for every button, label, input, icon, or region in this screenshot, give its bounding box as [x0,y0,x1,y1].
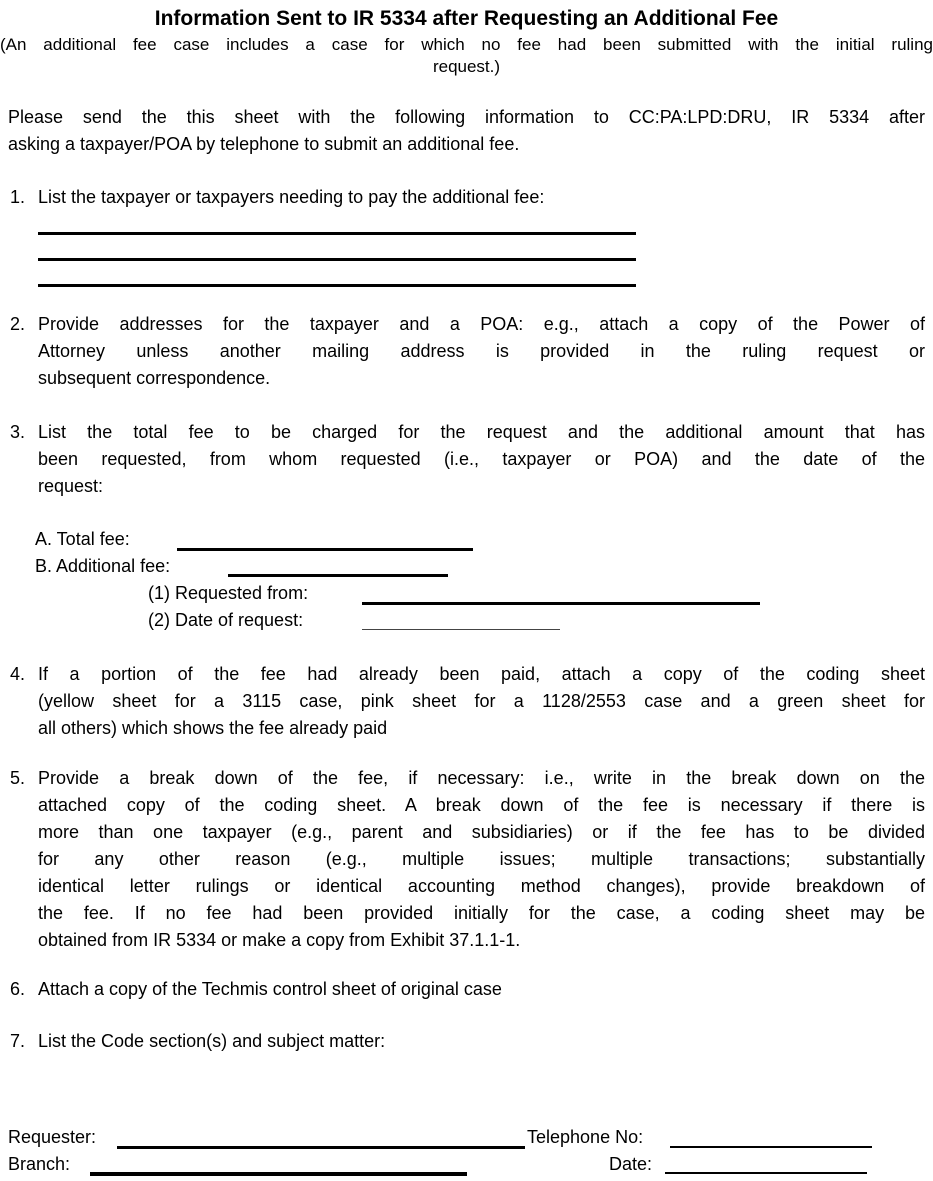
list-item-5 [0,765,933,954]
text-line: List the total fee to be charged for the request and the additional amount that has [38,422,925,442]
list-item-4 [0,661,933,742]
text-line: Provide a break down of the fee, if necessary: i.e., write in the break down on the [38,768,925,788]
additional-fee-blank [228,574,448,577]
text-line: obtained from IR 5334 or make a copy from Exhibit 37.1.1-1. [38,930,521,950]
item-number: 4. [10,664,26,684]
date-label: Date: [609,1154,653,1174]
item-number: 5. [10,768,26,788]
branch-label: Branch: [8,1154,71,1174]
text-line: Please send the this sheet with the following information to CC:PA:LPD:DRU, IR 5334 after [8,107,925,127]
text-line: (An additional fee case includes a case for which no fee had been submitted with the initial ruling [0,35,933,54]
date-blank [665,1172,867,1174]
item-text [38,765,925,954]
text-line: attached copy of the coding sheet. A break down of the fee is necessary if there is [38,795,925,815]
text-line: Provide addresses for the taxpayer and a POA: e.g., attach a copy of the Power of [38,314,925,334]
text-line: been requested, from whom requested (i.e., taxpayer or POA) and the date of the [38,449,925,469]
list-item-1 [0,184,933,211]
text-line: If a portion of the fee had already been paid, attach a copy of the coding sheet [38,664,925,684]
requester-label: Requester: [8,1127,97,1147]
requester-blank [117,1146,525,1149]
text-line: List the Code section(s) and subject matter: [38,1031,386,1051]
text-line: identical letter rulings or identical accounting method changes), provide breakdown of [38,876,925,896]
text-line: asking a taxpayer/POA by telephone to submit an additional fee. [8,134,520,154]
text-line: (yellow sheet for a 3115 case, pink sheet for a 1128/2553 case and a green sheet for [38,691,925,711]
item-number: 1. [10,187,26,207]
additional-fee-label: B. Additional fee: [35,556,171,576]
item-text [38,184,925,211]
page-subtitle [0,34,933,78]
taxpayer-blank-line-1 [38,209,636,235]
item-number: 2. [10,314,26,334]
taxpayer-blank-lines [38,209,636,287]
requested-from-label: (1) Requested from: [148,583,309,603]
text-line: request: [38,476,104,496]
item-text [38,661,925,742]
item-number: 3. [10,422,26,442]
taxpayer-blank-line-3 [38,261,636,287]
list-item-2 [0,311,933,392]
text-line: request.) [432,57,501,76]
text-line: more than one taxpayer (e.g., parent and subsidiaries) or if the fee has to be divided [38,822,925,842]
total-fee-label: A. Total fee: [35,529,130,549]
branch-blank [90,1172,467,1176]
text-line: for any other reason (e.g., multiple issues; multiple transactions; substantially [38,849,925,869]
text-line: all others) which shows the fee already paid [38,718,388,738]
text-line: Attach a copy of the Techmis control sheet of original case [38,979,502,999]
list-item-3 [0,419,933,500]
text-line: Attorney unless another mailing address is provided in the ruling request or [38,341,925,361]
item-number: 7. [10,1031,26,1051]
total-fee-blank [177,548,473,551]
item-number: 6. [10,979,26,999]
item-text [38,419,925,500]
intro-paragraph [8,104,925,158]
item-text [38,976,925,1003]
list-item-6 [0,976,933,1003]
page-title: Information Sent to IR 5334 after Requesting an Additional Fee [154,7,779,30]
list-item-7 [0,1028,933,1055]
date-of-request-label: (2) Date of request: [148,610,304,630]
taxpayer-blank-line-2 [38,235,636,261]
date-of-request-blank [362,629,560,630]
item-text [38,1028,925,1055]
telephone-blank [670,1146,872,1148]
text-line: the fee. If no fee had been provided initially for the case, a coding sheet may be [38,903,925,923]
text-line: subsequent correspondence. [38,368,271,388]
text-line: List the taxpayer or taxpayers needing to pay the additional fee: [38,187,545,207]
requested-from-blank [362,602,760,605]
telephone-label: Telephone No: [527,1127,644,1147]
item-text [38,311,925,392]
